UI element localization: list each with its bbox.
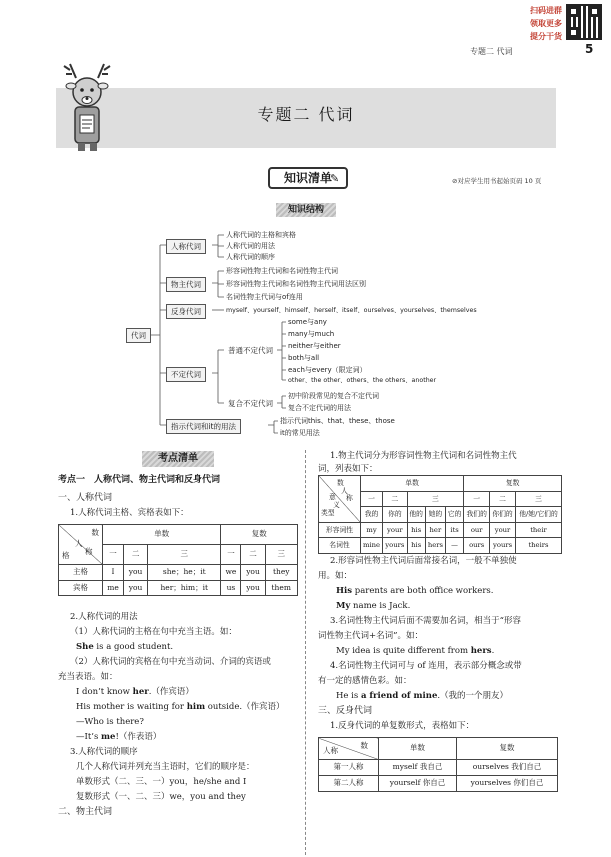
table-cell: —: [445, 538, 463, 554]
table-cell: us: [221, 580, 241, 596]
leaf-indefinite-6: other、the other、others、the others、another: [288, 377, 437, 384]
paragraph: 几个人称代词并列充当主语时，它们的顺序是：: [76, 762, 255, 772]
subheading-personal: 一、人称代词: [58, 493, 113, 503]
example-text: —It’s: [76, 732, 102, 742]
table-cell: I: [103, 565, 124, 581]
paragraph: 1.物主代词分为形容词性物主代词和名词性物主代: [330, 451, 517, 461]
table-header: 二: [241, 545, 265, 565]
table-header: 二: [124, 545, 148, 565]
table-corner: [319, 476, 361, 523]
paragraph: 有一定的感情色彩。如：: [318, 676, 412, 686]
table-cell: you: [241, 565, 265, 581]
example-sentence: [336, 689, 508, 704]
corner-label: 称: [346, 494, 353, 502]
example-sentence: [336, 599, 410, 614]
example-text: !（作表语）: [115, 732, 162, 742]
chapter-title: 专题二 代词: [257, 105, 355, 124]
paragraph: 充当表语。如：: [58, 672, 118, 682]
example-text: outside.（作宾语）: [205, 702, 285, 712]
table-cell: we: [221, 565, 241, 581]
table-header: 单数: [103, 525, 221, 545]
table-header: 一: [361, 491, 383, 507]
example-text: .: [491, 646, 495, 656]
table-cell: me: [103, 580, 124, 596]
table-cell: her: [425, 522, 445, 538]
leaf-indefinite-2: many与much: [288, 330, 335, 338]
paragraph: 4.名词性物主代词可与 of 连用，表示部分概念或带: [330, 661, 522, 671]
leaf-indefinite-5: each与every（限定词）: [288, 366, 367, 374]
table-cell: their: [515, 522, 561, 538]
bold-word: a friend of mine: [360, 691, 438, 701]
subheading-possessive: 二、物主代词: [58, 807, 113, 817]
table-cell: his: [407, 538, 425, 554]
page-reference-text: 对应学生用书起始页码 10 页: [457, 177, 542, 185]
qr-promo-text: [518, 4, 562, 43]
example-sentence: [336, 584, 493, 599]
paragraph: 复数形式（一、二、三）we，you and they: [76, 792, 246, 802]
example-sentence: [76, 685, 194, 700]
branch-indefinite-pronouns: 不定代词: [166, 367, 206, 382]
bold-word: hers: [470, 646, 492, 656]
table-cell: 主格: [59, 565, 103, 581]
table-cell: ours: [464, 538, 490, 554]
table-cell: yours: [383, 538, 407, 554]
corner-label: 意: [329, 493, 336, 501]
table-row: [319, 522, 562, 538]
sub-compound-indefinite: 复合不定代词: [224, 397, 277, 410]
bold-word: My: [336, 601, 351, 611]
table-header: 复数: [221, 525, 298, 545]
leaf-compound-2: 复合不定代词的用法: [288, 404, 351, 412]
table-cell: 他的: [407, 507, 425, 523]
leaf-personal-3: 人称代词的顺序: [226, 253, 275, 261]
table-cell: mine: [361, 538, 383, 554]
qr-code-icon[interactable]: [566, 4, 602, 40]
paragraph: 词，列表如下：: [318, 464, 378, 474]
table-cell: 它的: [445, 507, 463, 523]
example-text: He is: [336, 691, 361, 701]
subheading-reflexive: 三、反身代词: [318, 706, 373, 716]
table-cell: she；he；it: [148, 565, 221, 581]
paragraph: 1.人称代词主格、宾格表如下：: [70, 508, 189, 518]
table-header: 三: [265, 545, 298, 565]
example-text: .（我的一个朋友）: [437, 691, 509, 701]
table-cell: hers: [425, 538, 445, 554]
reflexive-pronoun-table: [318, 737, 558, 792]
paragraph: 2.人称代词的用法: [70, 612, 138, 622]
table-cell: 名词性: [319, 538, 361, 554]
table-header: 三: [148, 545, 221, 565]
example-text: name is Jack.: [350, 601, 411, 611]
paragraph: （1）人称代词的主格在句中充当主语。如：: [70, 627, 237, 637]
corner-label: 人: [341, 487, 348, 495]
example-text: His mother is waiting for: [76, 702, 187, 712]
bold-word: His: [336, 586, 353, 596]
table-row: [319, 776, 558, 792]
example-text: parents are both office workers.: [352, 586, 494, 596]
bold-word: him: [186, 702, 206, 712]
knowledge-structure-tag: 知识结构: [276, 203, 336, 217]
paragraph: 词性物主代词+名词”。如：: [318, 631, 423, 641]
bold-word: her: [132, 687, 149, 697]
corner-label: 数: [337, 479, 344, 487]
personal-pronoun-case-table: [58, 524, 298, 596]
table-cell: yourselves 你们自己: [457, 776, 558, 792]
table-cell: 形容词性: [319, 522, 361, 538]
table-header: 复数: [464, 476, 562, 492]
table-header: 三: [515, 491, 561, 507]
mind-map-root: 代词: [126, 328, 151, 343]
table-cell: you: [124, 580, 148, 596]
leaf-possessive-2: 形容词性物主代词和名词性物主代词用法区别: [226, 280, 366, 288]
leaf-possessive-1: 形容词性物主代词和名词性物主代词: [226, 267, 338, 275]
promo-line-1: 扫码进群: [530, 6, 562, 15]
bold-word: me: [101, 732, 116, 742]
sub-common-indefinite: 普通不定代词: [224, 344, 277, 357]
leaf-personal-1: 人称代词的主格和宾格: [226, 231, 296, 239]
table-row: [59, 580, 298, 596]
leaf-indefinite-3: neither与either: [288, 342, 341, 350]
table-cell: 宾格: [59, 580, 103, 596]
bold-word: She: [76, 642, 94, 652]
table-header: 单数: [361, 476, 464, 492]
corner-label: 义: [333, 501, 340, 509]
branch-reflexive-pronouns: 反身代词: [166, 304, 206, 319]
table-cell: our: [464, 522, 490, 538]
example-text: My idea is quite different from: [336, 646, 471, 656]
table-row: [59, 565, 298, 581]
example-sentence: [76, 700, 285, 715]
pronoun-mind-map: [120, 225, 500, 440]
table-cell: yours: [490, 538, 516, 554]
leaf-possessive-3: 名词性物主代词与of连用: [226, 293, 303, 301]
table-header: 复数: [457, 738, 558, 760]
example-sentence: [76, 640, 173, 655]
leaf-personal-2: 人称代词的用法: [226, 242, 275, 250]
table-cell: yourself 你自己: [379, 776, 457, 792]
leaf-indefinite-1: some与any: [288, 318, 327, 326]
table-cell: his: [407, 522, 425, 538]
example-text: I don’t know: [76, 687, 133, 697]
table-cell: you: [124, 565, 148, 581]
example-sentence: —Who is there?: [76, 717, 144, 727]
table-header: 一: [464, 491, 490, 507]
table-cell: 她的: [425, 507, 445, 523]
paragraph: 3.名词性物主代词后面不需要加名词，相当于“形容: [330, 616, 521, 626]
table-cell: you: [241, 580, 265, 596]
paragraph: 1.反身代词的单复数形式，表格如下：: [330, 721, 475, 731]
table-header: 三: [407, 491, 464, 507]
paragraph: （2）人称代词的宾格在句中充当动词、介词的宾语或: [70, 657, 271, 667]
table-cell: your: [490, 522, 516, 538]
paragraph: 3.人称代词的顺序: [70, 747, 138, 757]
corner-label: 称: [85, 547, 93, 556]
table-cell: 第一人称: [319, 760, 379, 776]
example-sentence: [76, 730, 161, 745]
pencil-note-icon: ✎: [330, 172, 340, 185]
corner-label: 格: [62, 550, 70, 560]
leaf-compound-1: 初中阶段常见的复合不定代词: [288, 392, 379, 400]
paragraph: 用。如：: [318, 571, 353, 581]
table-cell: 你们的: [490, 507, 516, 523]
table-row: [319, 760, 558, 776]
leaf-demonstrative-1: 指示代词this、that、these、those: [280, 417, 395, 425]
exam-points-tag: 考点清单: [142, 451, 214, 467]
corner-label: 类型: [321, 509, 335, 517]
table-corner: [59, 525, 103, 565]
running-title: 专题二 代词: [470, 47, 513, 56]
section-title: 考点一 人称代词、物主代词和反身代词: [58, 475, 221, 485]
page-number: 5: [585, 42, 594, 56]
table-cell: your: [383, 522, 407, 538]
table-cell: them: [265, 580, 298, 596]
table-header: 单数: [379, 738, 457, 760]
corner-label: 人称: [323, 745, 338, 755]
example-sentence: [336, 644, 494, 659]
branch-possessive-pronouns: 物主代词: [166, 277, 206, 292]
reference-icon: ⊘: [452, 177, 458, 185]
paragraph: 单数形式（二、三、一）you，he/she and I: [76, 777, 247, 787]
example-text: is a good student.: [93, 642, 174, 652]
leaf-reflexive-list: myself、yourself、himself、herself、itself、ourselves、yourselves、themselves: [226, 307, 477, 314]
table-cell: my: [361, 522, 383, 538]
corner-label: 人: [75, 539, 83, 548]
table-cell: 我们的: [464, 507, 490, 523]
table-header: 二: [383, 491, 407, 507]
branch-personal-pronouns: 人称代词: [166, 239, 206, 254]
example-text: .（作宾语）: [148, 687, 194, 697]
leaf-demonstrative-2: it的常见用法: [280, 429, 320, 437]
table-corner: [319, 738, 379, 760]
knowledge-list-tag: 知识清单: [268, 167, 348, 189]
page-reference-note: [452, 176, 541, 185]
table-header: 一: [221, 545, 241, 565]
corner-label: 数: [91, 528, 99, 537]
branch-demonstrative-it: 指示代词和it的用法: [166, 419, 241, 434]
table-cell: her；him；it: [148, 580, 221, 596]
table-cell: 他/她/它们的: [515, 507, 561, 523]
paragraph: 2.形容词性物主代词后面常接名词，一般不单独使: [330, 556, 517, 566]
table-header: 一: [103, 545, 124, 565]
possessive-pronoun-table: [318, 475, 562, 554]
corner-label: 数: [360, 741, 368, 750]
promo-line-2: 领取更多: [530, 19, 562, 28]
table-cell: 你的: [383, 507, 407, 523]
table-cell: 第二人称: [319, 776, 379, 792]
table-cell: its: [445, 522, 463, 538]
table-cell: they: [265, 565, 298, 581]
table-header: 二: [490, 491, 516, 507]
table-cell: ourselves 我们自己: [457, 760, 558, 776]
promo-line-3: 提分干货: [530, 32, 562, 41]
leaf-indefinite-4: both与all: [288, 354, 320, 362]
column-divider: [305, 450, 306, 855]
table-cell: myself 我自己: [379, 760, 457, 776]
table-cell: theirs: [515, 538, 561, 554]
table-cell: 我的: [361, 507, 383, 523]
table-row: [319, 538, 562, 554]
